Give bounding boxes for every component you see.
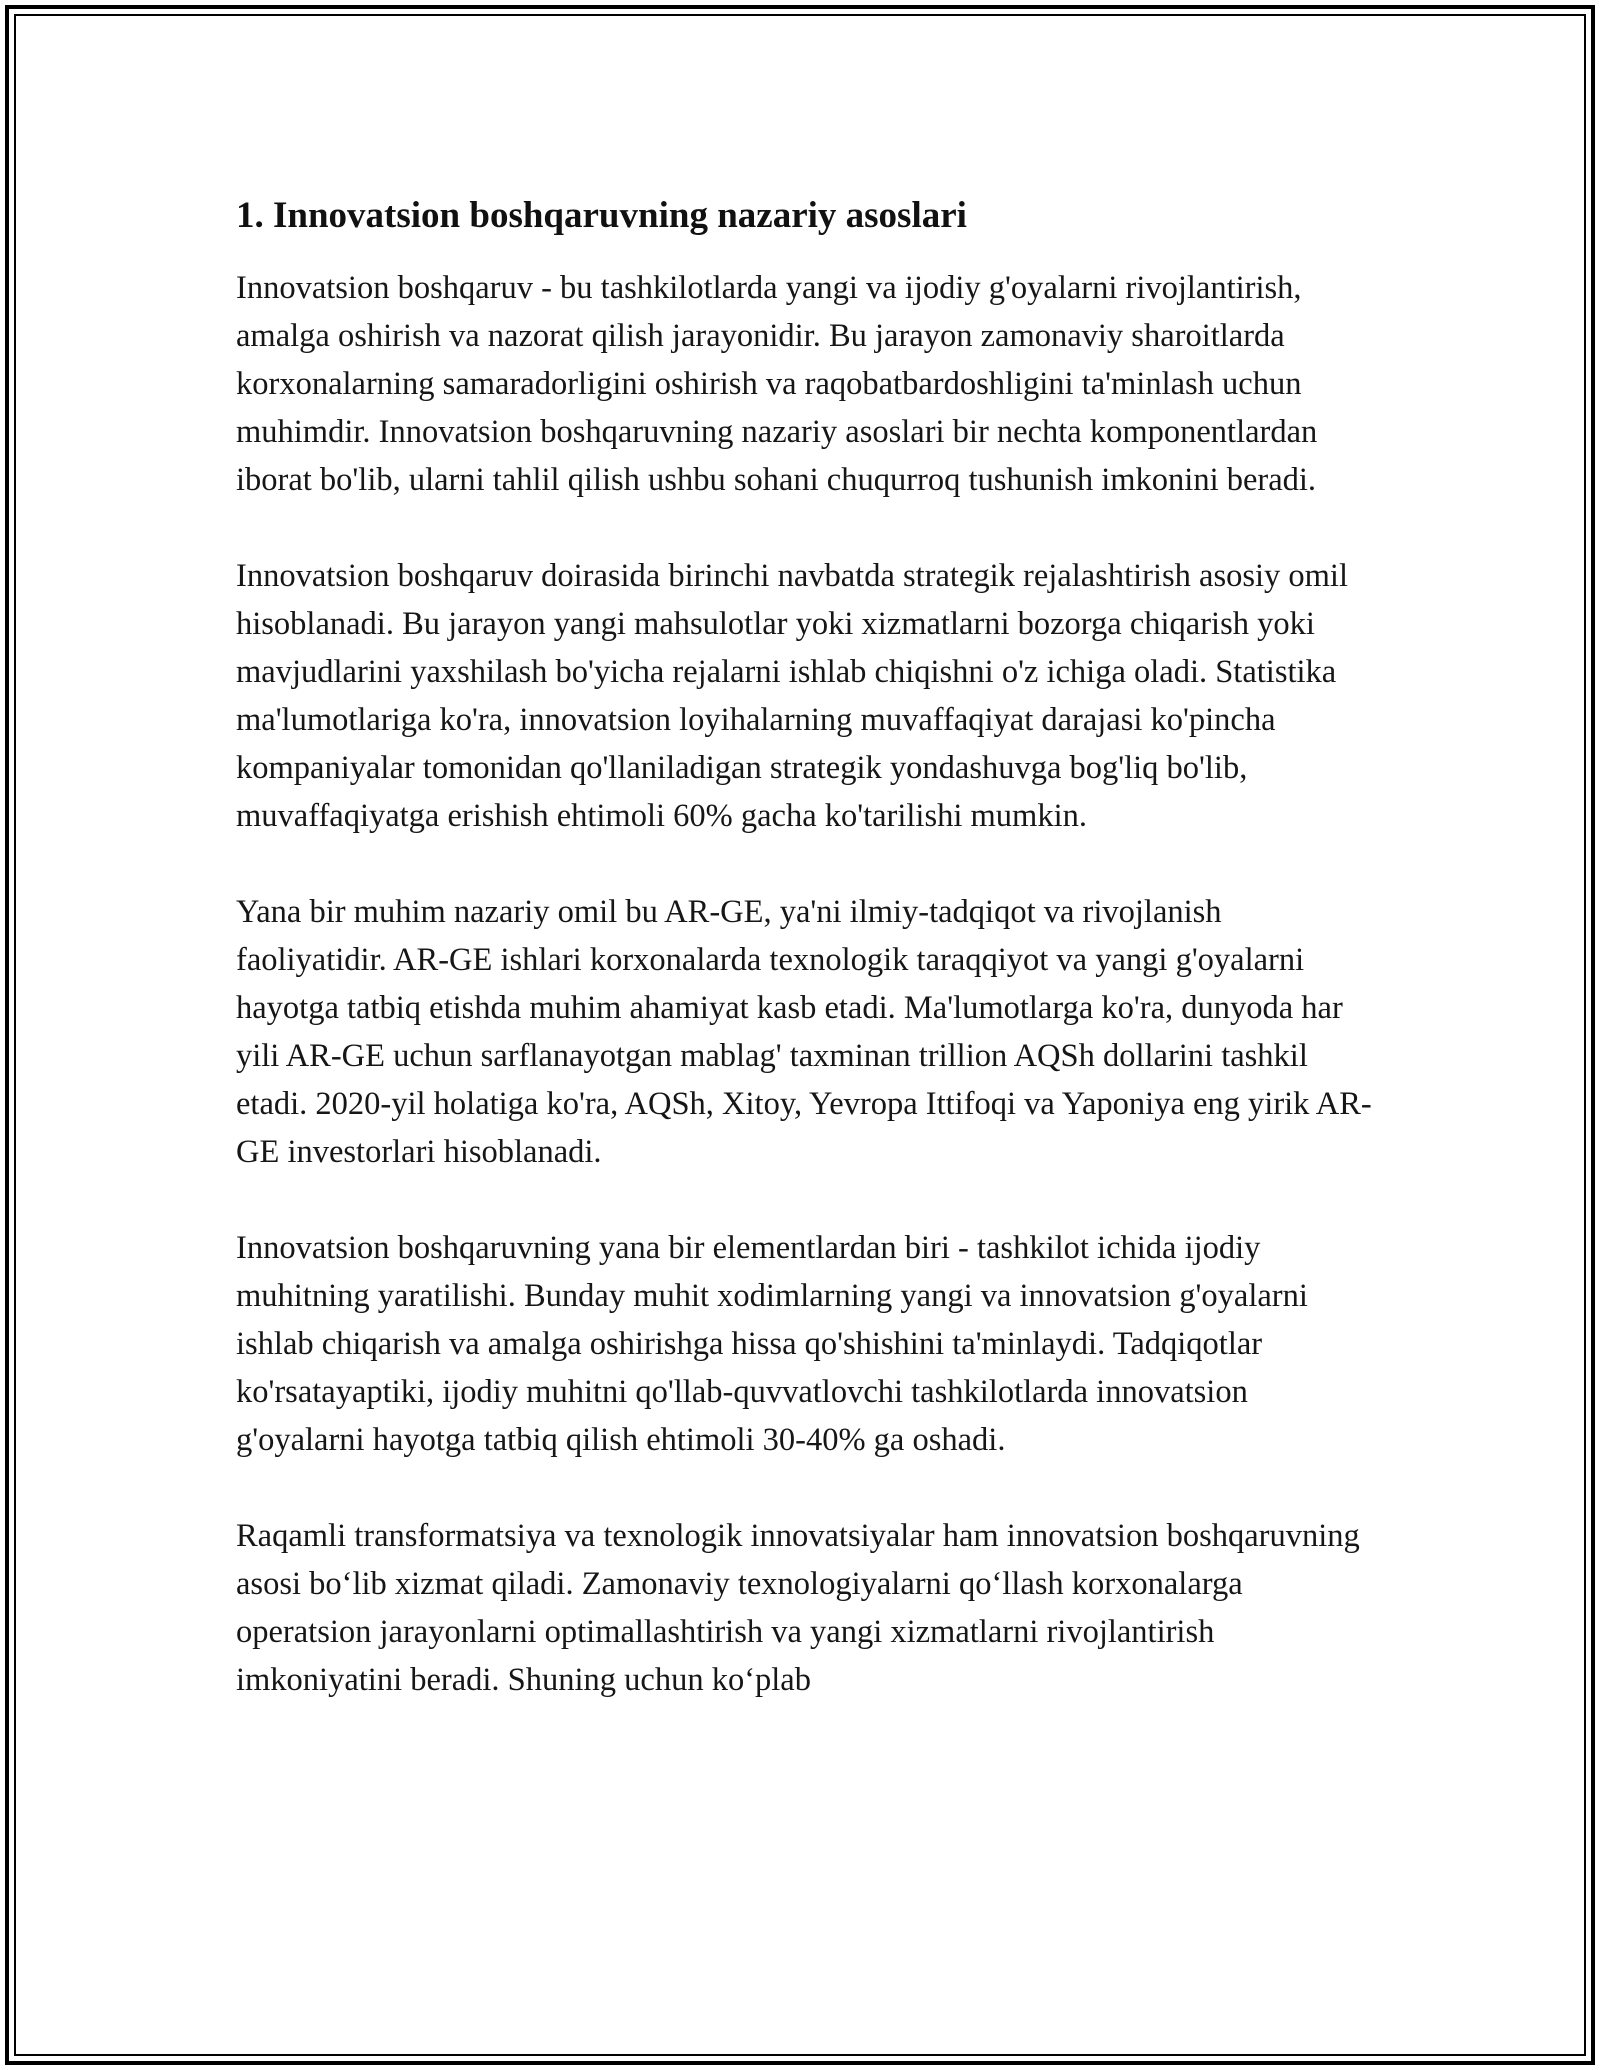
document-body xyxy=(236,186,1376,1704)
paragraph-intro: Innovatsion boshqaruv - bu tashkilotlarda yangi va ijodiy g'oyalarni rivojlantirish, amalga oshirish va nazorat qilish jarayonidir. Bu jarayon zamonaviy sharoitlarda korxonalarning samaradorligini oshirish va raqobatbardoshligini ta'minlash uchun muhimdir. Innovatsion boshqaruvning nazariy asoslari bir nechta komponentlardan iborat bo'lib, ularni tahlil qilish ushbu sohani chuqurroq tushunish imkonini beradi. xyxy=(236,270,1318,498)
paragraph-rnd: Yana bir muhim nazariy omil bu AR-GE, ya'ni ilmiy-tadqiqot va rivojlanish faoliyatidir. AR-GE ishlari korxonalarda texnologik taraqqiyot va yangi g'oyalarni hayotga tatbiq etishda muhim ahamiyat kasb etadi. Ma'lumotlarga ko'ra, dunyoda har yili AR-GE uchun sarflanayotgan mablag' taxminan trillion AQSh dollarini tashkil etadi. 2020-yil holatiga ko'ra, AQSh, Xitoy, Yevropa Ittifoqi va Yaponiya eng yirik AR-GE investorlari hisoblanadi. xyxy=(236,894,1372,1170)
section-heading: 1. Innovatsion boshqaruvning nazariy asoslari xyxy=(236,195,967,236)
paragraph-creative-environment: Innovatsion boshqaruvning yana bir elementlardan biri - tashkilot ichida ijodiy muhitning yaratilishi. Bunday muhit xodimlarning yangi va innovatsion g'oyalarni ishlab chiqarish va amalga oshirishga hissa qo'shishini ta'minlaydi. Tadqiqotlar ko'rsatayaptiki, ijodiy muhitni qo'llab-quvvatlovchi tashkilotlarda innovatsion g'oyalarni hayotga tatbiq qilish ehtimoli 30-40% ga oshadi. xyxy=(236,1230,1308,1458)
paragraph-digital-transformation: Raqamli transformatsiya va texnologik innovatsiyalar ham innovatsion boshqaruvning asosi bo‘lib xizmat qiladi. Zamonaviy texnologiyalarni qo‘llash korxonalarga operatsion jarayonlarni optimallashtirish va yangi xizmatlarni rivojlantirish imkoniyatini beradi. Shuning uchun ko‘plab xyxy=(236,1518,1360,1698)
paragraph-strategic-planning: Innovatsion boshqaruv doirasida birinchi navbatda strategik rejalashtirish asosiy omil hisoblanadi. Bu jarayon yangi mahsulotlar yoki xizmatlarni bozorga chiqarish yoki mavjudlarini yaxshilash bo'yicha rejalarni ishlab chiqishni o'z ichiga oladi. Statistika ma'lumotlariga ko'ra, innovatsion loyihalarning muvaffaqiyat darajasi ko'pincha kompaniyalar tomonidan qo'llaniladigan strategik yondashuvga bog'liq bo'lib, muvaffaqiyatga erishish ehtimoli 60% gacha ko'tarilishi mumkin. xyxy=(236,558,1348,834)
